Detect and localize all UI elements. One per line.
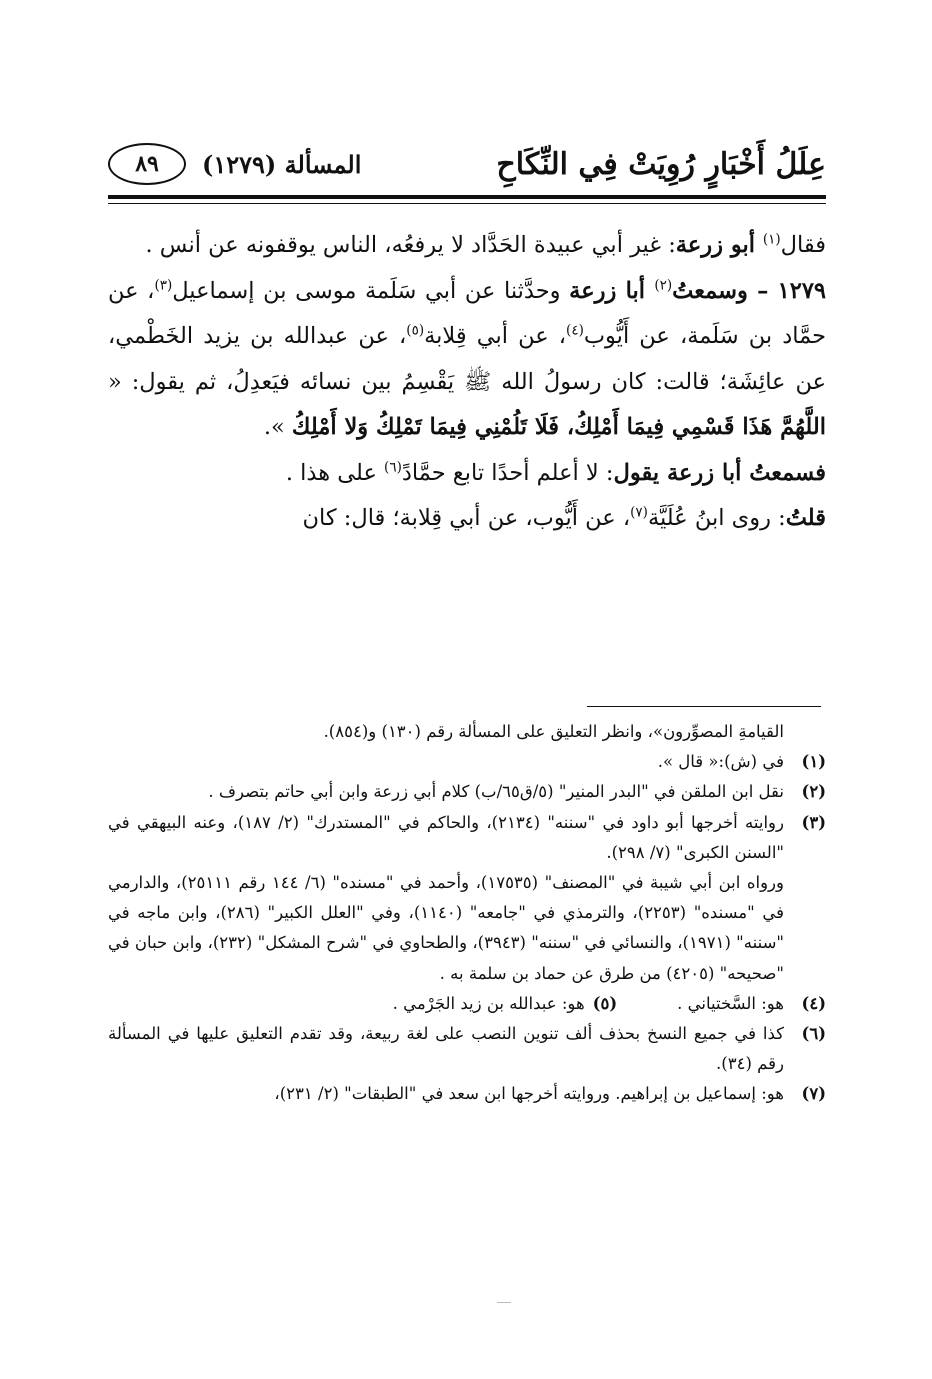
footnote-number: (٥) — [592, 993, 618, 1013]
paragraph-3 — [108, 451, 826, 497]
text-run: ، عن أبي قِلابة — [424, 323, 567, 349]
text-run: وحدَّثنا عن أبي سَلَمة موسى بن إسماعيل — [172, 277, 570, 304]
footnote-ref: (٢) — [654, 277, 673, 293]
footnote-number: (٢) — [801, 782, 826, 802]
footnote-separator — [587, 706, 821, 707]
footnote-ref: (٥) — [406, 322, 425, 339]
paragraph-4 — [108, 496, 826, 542]
text-run: ». — [263, 414, 292, 440]
footnote-text: هو: إسماعيل بن إبراهيم. وروايته أخرجها ابن سعد في "الطبقات" (٢/ ٢٣١)، — [274, 1084, 784, 1104]
footnote-text: هو: عبدالله بن زيد الجَرْمي . — [392, 993, 585, 1013]
header-rule-thin — [108, 203, 826, 204]
paragraph-1 — [108, 223, 826, 269]
main-text — [108, 223, 826, 542]
header-meta — [108, 143, 361, 185]
footnote-text: كذا في جميع النسخ بحذف ألف تنوين النصب على لغة ربيعة، وقد تقدم التعليق عليها في المسألة رقم (٣٤). — [108, 1024, 784, 1074]
footnotes — [108, 717, 826, 1110]
footnote-ref: (٧) — [630, 504, 648, 521]
issue-number: المسألة (١٢٧٩) — [202, 149, 362, 179]
hadith-text: اللَّهُمَّ هَذَا قَسْمِي فِيمَا أَمْلِكُ، فَلَا تَلُمْنِي فِيمَا تَمْلِكُ وَلا أَمْلِكُ — [291, 414, 826, 440]
text-run: ، عن عبدالله بن يزيد الخَطْمي، عن عائِشَة؛ قالت: كان رسولُ الله ﷺ يَقْسِمُ بين نسائه فيَعدِلُ، ثم يقول: « — [108, 323, 826, 395]
footnote-number: (١) — [801, 752, 826, 772]
footnote-4 — [677, 989, 826, 1019]
speaker: فسمعتُ أبا زرعة يقول — [613, 459, 826, 486]
text-run: : لا أعلم أحدًا تابع حمَّادً — [401, 459, 614, 486]
footnote-7 — [108, 1079, 826, 1109]
text-run: : روى ابنُ عُلَيَّة — [647, 505, 786, 531]
footnote-text-part: روايته أخرجها أبو داود في "سننه" (٢١٣٤)، والحاكم في "المستدرك" (٢/ ١٨٧)، وعنه البيهقي في "السنن الكبرى" (٧/ ٢٩٨). — [108, 812, 784, 862]
text-run: ، عن أَيُّوب، عن أبي قِلابة؛ قال: كان — [302, 505, 631, 531]
text-run: على هذا . — [285, 459, 385, 486]
issue-heading: ١٢٧٩ – وسمعتُ — [672, 277, 826, 304]
footnote-ref: (١) — [762, 231, 781, 248]
footnote-5 — [393, 989, 618, 1019]
page-header — [108, 140, 826, 188]
footnotes-4-5 — [108, 989, 826, 1019]
footnote-number: (٣) — [801, 812, 826, 832]
footnote-text: هو: السَّختياني . — [677, 993, 784, 1013]
book-title: عِلَلُ أَخْبَارٍ رُوِيَتْ فِي النِّكَاحِ — [496, 146, 826, 182]
footnote-number: (٧) — [801, 1084, 826, 1104]
paragraph-2 — [108, 269, 826, 451]
speaker: أبا زرعة — [569, 277, 655, 304]
footnote-continuation: القيامةِ المصوِّرون»، وانظر التعليق على المسألة رقم (١٣٠) و(٨٥٤). — [323, 722, 784, 741]
footnote-ref: (٦) — [384, 459, 402, 475]
footnote-3 — [108, 808, 826, 989]
footnote-1 — [108, 747, 826, 777]
header-rule-thick — [108, 195, 826, 199]
page-number-badge — [108, 143, 186, 185]
text-run: : غير أبي عبيدة الحَدَّاد لا يرفعُه، الناس يوقفونه عن أنس . — [145, 232, 676, 258]
footnote-text-part: ورواه ابن أبي شيبة في "المصنف" (١٧٥٣٥)، وأحمد في "مسنده" (٦/ ١٤٤ رقم ٢٥١١١)، والدارمي في "مسنده" (٢٢٥٣)، والترمذي في "جامعه" (١١٤٠)، وفي "العلل الكبير" (٢٨٦)، وابن ماجه في "سننه" (١٩٧١)، والنسائي في "سننه" (٣٩٤٣)، والطحاوي في "شرح المشكل" (٢٣٢)، وابن حبان في "صحيحه" (٤٢٠٥) من طرق عن حماد بن سلمة به . — [108, 873, 784, 983]
footnote-number: (٤) — [801, 993, 826, 1013]
footnote-number: (٦) — [801, 1024, 826, 1044]
speaker: قلتُ — [785, 505, 826, 531]
footnote-text — [108, 808, 784, 989]
footnote-6 — [108, 1019, 826, 1079]
text-run: ، عن حمَّاد بن سَلَمة، عن أَيُّوب — [108, 277, 827, 349]
footnote-2 — [108, 777, 826, 807]
footnote-text: نقل ابن الملقن في "البدر المنير" (٥/ق٦٥/ب) كلام أبي زرعة وابن أبي حاتم بتصرف . — [208, 782, 784, 802]
speaker: أبو زرعة — [675, 232, 763, 258]
footnote-ref: (٣) — [154, 277, 173, 293]
footnote-ref: (٤) — [566, 322, 584, 339]
page-number: ٨٩ — [135, 151, 159, 177]
page-bottom-mark — [497, 1302, 511, 1303]
footnote-text: في (ش):« قال ». — [657, 752, 784, 772]
text-run: فقال — [780, 232, 826, 258]
